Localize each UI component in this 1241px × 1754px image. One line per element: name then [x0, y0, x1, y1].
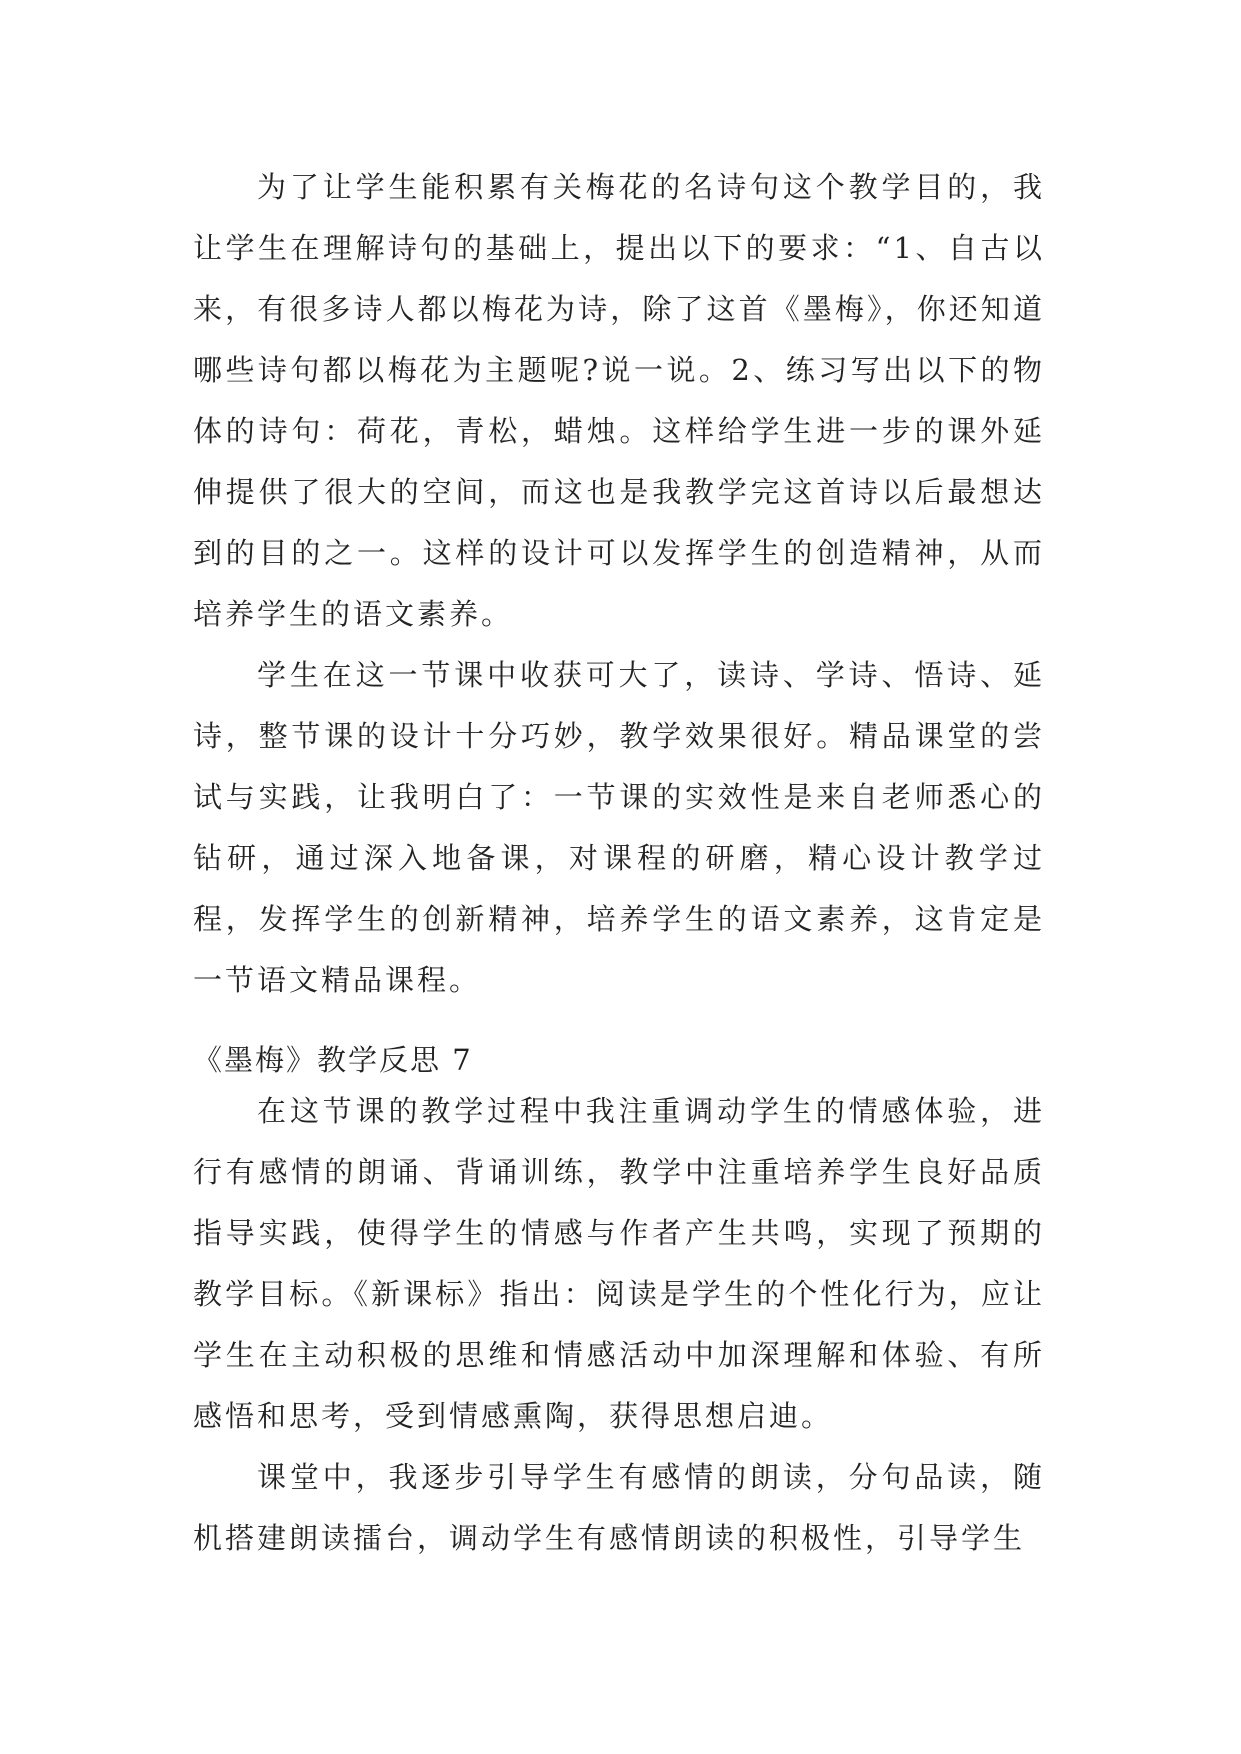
section-heading: 《墨梅》教学反思 7 [193, 1043, 473, 1077]
section-one [193, 157, 1045, 1011]
paragraph-plum-poems-goal: 为了让学生能积累有关梅花的名诗句这个教学目的，我让学生在理解诗句的基础上，提出以下的要求：“1、自古以来，有很多诗人都以梅花为诗，除了这首《墨梅》，你还知道哪些诗句都以梅花为主题呢?说一说。2、练习写出以下的物体的诗句：荷花，青松，蜡烛。这样给学生进一步的课外延伸提供了很大的空间，而这也是我教学完这首诗以后最想达到的目的之一。这样的设计可以发挥学生的创造精神，从而培养学生的语文素养。 [193, 170, 1045, 631]
paragraph-emotional-experience: 在这节课的教学过程中我注重调动学生的情感体验，进行有感情的朗诵、背诵训练，教学中注重培养学生良好品质指导实践，使得学生的情感与作者产生共鸣，实现了预期的教学目标。《新课标》指出：阅读是学生的个性化行为，应让学生在主动积极的思维和情感活动中加深理解和体验、有所感悟和思考，受到情感熏陶，获得思想启迪。 [193, 1094, 1045, 1433]
paragraph-guided-reading: 课堂中，我逐步引导学生有感情的朗读，分句品读，随机搭建朗读擂台，调动学生有感情朗读的积极性，引导学生 [193, 1460, 1045, 1555]
paragraph-lesson-harvest: 学生在这一节课中收获可大了，读诗、学诗、悟诗、延诗，整节课的设计十分巧妙，教学效果很好。精品课堂的尝试与实践，让我明白了：一节课的实效性是来自老师悉心的钻研，通过深入地备课，对课程的研磨，精心设计教学过程，发挥学生的创新精神，培养学生的语文素养，这肯定是一节语文精品课程。 [193, 658, 1045, 997]
section-two [193, 1081, 1045, 1569]
